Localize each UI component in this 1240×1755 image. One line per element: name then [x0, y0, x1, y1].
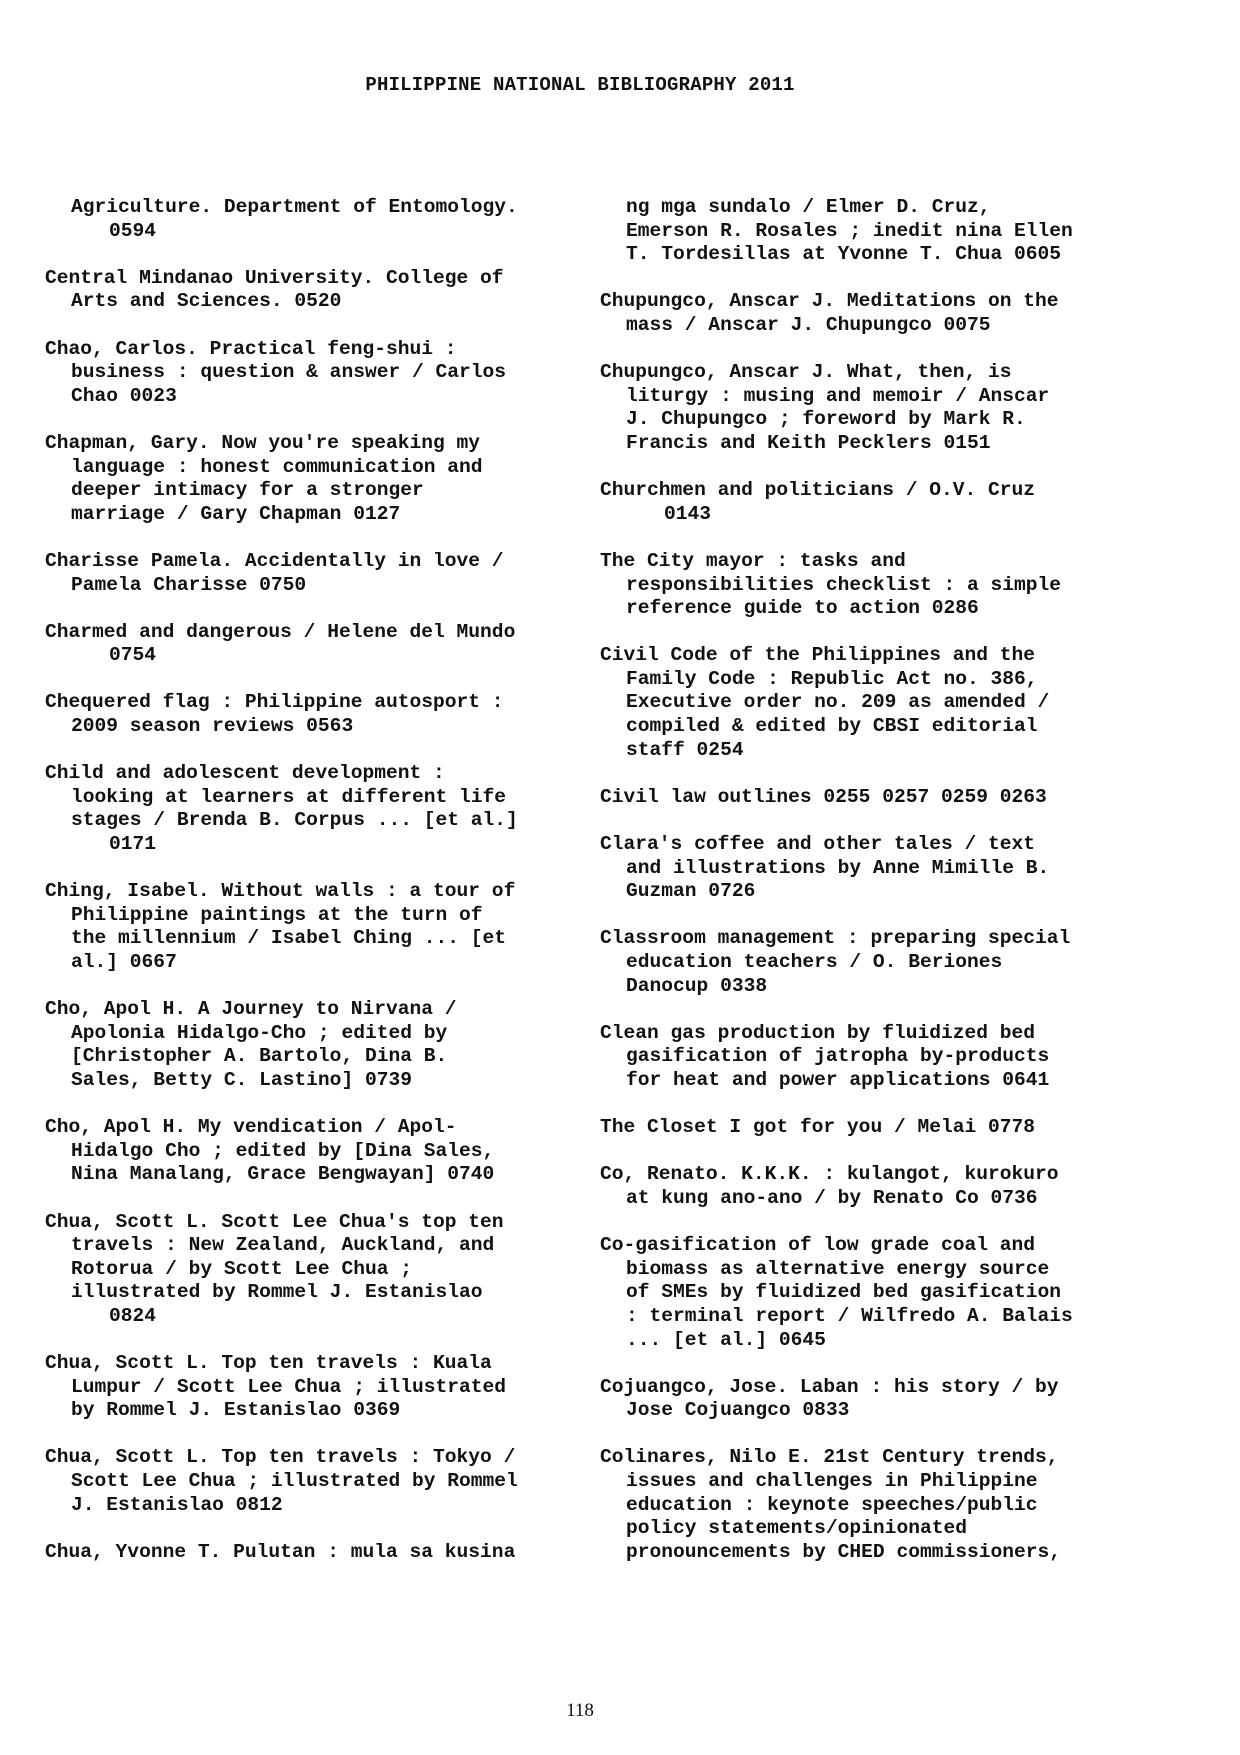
entry-line: ng mga sundalo / Elmer D. Cruz,	[626, 196, 991, 218]
entry-line: Apolonia Hidalgo-Cho ; edited by	[71, 1021, 448, 1044]
entry-line: Chao 0023	[71, 384, 177, 407]
entry-line: Chupungco, Anscar J. What, then, is	[600, 361, 1012, 384]
entry-line: at kung ano-ano / by Renato Co 0736	[626, 1186, 1038, 1209]
entry-line: T. Tordesillas at Yvonne T. Chua 0605	[626, 243, 1062, 266]
entry-line: Chupungco, Anscar J. Meditations on the	[600, 290, 1059, 313]
bibliography-entry	[45, 998, 585, 1092]
entry-line: al.] 0667	[71, 951, 177, 973]
bibliography-entry	[45, 550, 585, 597]
entry-line: liturgy : musing and memoir / Anscar	[626, 384, 1050, 407]
entry-line: Churchmen and politicians / O.V. Cruz	[600, 479, 1036, 502]
entry-line: J. Chupungco ; foreword by Mark R.	[626, 408, 1026, 431]
entry-line: staff 0254	[626, 738, 744, 761]
entry-line: Rotorua / by Scott Lee Chua ;	[71, 1257, 412, 1280]
entry-line: language : honest communication and	[71, 455, 483, 478]
entry-line: Central Mindanao University. College of	[45, 266, 504, 289]
entry-line: education teachers / O. Beriones	[626, 951, 1003, 973]
entry-line: Philippine paintings at the turn of	[71, 903, 483, 926]
bibliography-entry	[45, 1541, 585, 1565]
bibliography-entry	[45, 267, 585, 314]
entry-line: Ching, Isabel. Without walls : a tour of	[45, 880, 516, 903]
entry-line: Arts and Sciences. 0520	[71, 290, 342, 313]
entry-line: Sales, Betty C. Lastino] 0739	[71, 1068, 412, 1091]
entry-line: and illustrations by Anne Mimille B.	[626, 856, 1050, 879]
entry-line: for heat and power applications 0641	[626, 1068, 1050, 1091]
entry-line: Cojuangco, Jose. Laban : his story / by	[600, 1375, 1059, 1398]
entry-line: J. Estanislao 0812	[71, 1493, 283, 1516]
bibliography-entry	[600, 644, 1140, 762]
entry-line: Civil law outlines 0255 0257 0259 0263	[600, 785, 1047, 808]
entry-line: Pamela Charisse 0750	[71, 573, 307, 596]
entry-line: Francis and Keith Pecklers 0151	[626, 431, 991, 454]
entry-line: biomass as alternative energy source	[626, 1257, 1050, 1280]
entry-line: 0171	[109, 833, 157, 856]
entry-line: ... [et al.] 0645	[626, 1328, 826, 1351]
entry-line: Charmed and dangerous / Helene del Mundo	[45, 620, 516, 643]
entry-line: deeper intimacy for a stronger	[71, 479, 424, 502]
entry-line: Danocup 0338	[626, 974, 768, 997]
entry-line: Lumpur / Scott Lee Chua ; illustrated	[71, 1375, 507, 1398]
entry-line: illustrated by Rommel J. Estanislao	[71, 1281, 483, 1304]
entry-line: Clara's coffee and other tales / text	[600, 833, 1036, 856]
entry-line: 0824	[109, 1304, 157, 1327]
entry-line: Colinares, Nilo E. 21st Century trends,	[600, 1446, 1059, 1469]
entry-line: Chapman, Gary. Now you're speaking my	[45, 431, 481, 454]
entry-line: education : keynote speeches/public	[626, 1493, 1038, 1516]
entry-line: travels : New Zealand, Auckland, and	[71, 1234, 495, 1257]
bibliography-entry	[45, 196, 585, 243]
entry-line: Cho, Apol H. My vendication / Apol-	[45, 1116, 457, 1139]
entry-line: Child and adolescent development :	[45, 762, 445, 785]
bibliography-entry	[600, 196, 1140, 267]
entry-line: Cho, Apol H. A Journey to Nirvana /	[45, 998, 457, 1021]
entry-line: the millennium / Isabel Ching ... [et	[71, 927, 507, 950]
bibliography-entry	[600, 550, 1140, 621]
entry-line: [Christopher A. Bartolo, Dina B.	[71, 1045, 448, 1068]
entry-line: Co, Renato. K.K.K. : kulangot, kurokuro	[600, 1163, 1059, 1186]
entry-line: reference guide to action 0286	[626, 597, 979, 620]
entry-line: issues and challenges in Philippine	[626, 1470, 1038, 1493]
entry-line: policy statements/opinionated	[626, 1517, 967, 1540]
bibliography-entry	[600, 290, 1140, 337]
entry-line: Charisse Pamela. Accidentally in love /	[45, 549, 504, 572]
bibliography-entry	[600, 833, 1140, 904]
entry-line: Family Code : Republic Act no. 386,	[626, 667, 1038, 690]
entry-line: marriage / Gary Chapman 0127	[71, 502, 401, 525]
entry-line: Chua, Yvonne T. Pulutan : mula sa kusina	[45, 1540, 516, 1563]
entry-line: looking at learners at different life	[71, 785, 507, 808]
bibliography-entry	[600, 1163, 1140, 1210]
page-number: 118	[566, 1700, 594, 1721]
bibliography-entry	[600, 361, 1140, 455]
right-column	[600, 196, 1140, 1588]
bibliography-entry	[600, 1116, 1140, 1140]
entry-line: Chua, Scott L. Top ten travels : Kuala	[45, 1352, 492, 1375]
entry-line: The City mayor : tasks and	[600, 549, 906, 572]
bibliography-entry	[600, 927, 1140, 998]
entry-line: responsibilities checklist : a simple	[626, 573, 1062, 596]
entry-line: Emerson R. Rosales ; inedit nina Ellen	[626, 219, 1073, 242]
entry-line: : terminal report / Wilfredo A. Balais	[626, 1304, 1073, 1327]
entry-line: 0143	[664, 502, 712, 525]
bibliography-entry	[45, 1446, 585, 1517]
bibliography-entry	[600, 1446, 1140, 1564]
bibliography-entry	[600, 479, 1140, 526]
entry-line: Chua, Scott L. Scott Lee Chua's top ten	[45, 1210, 504, 1233]
bibliography-entry	[45, 1116, 585, 1187]
bibliography-entry	[45, 1211, 585, 1329]
entry-line: Jose Cojuangco 0833	[626, 1399, 850, 1422]
entry-line: business : question & answer / Carlos	[71, 361, 507, 384]
bibliography-entry	[45, 338, 585, 409]
entry-line: by Rommel J. Estanislao 0369	[71, 1399, 401, 1422]
entry-line: Civil Code of the Philippines and the	[600, 644, 1036, 667]
bibliography-entry	[600, 786, 1140, 810]
bibliography-entry	[600, 1376, 1140, 1423]
entry-line: Classroom management : preparing special	[600, 927, 1071, 950]
entry-line: 0594	[109, 219, 157, 242]
bibliography-entry	[600, 1022, 1140, 1093]
bibliography-entry	[45, 432, 585, 526]
entry-line: The Closet I got for you / Melai 0778	[600, 1116, 1036, 1139]
bibliography-entry	[45, 691, 585, 738]
entry-line: stages / Brenda B. Corpus ... [et al.]	[71, 809, 518, 832]
bibliography-entry	[45, 762, 585, 856]
bibliography-entry	[45, 880, 585, 974]
entry-line: Scott Lee Chua ; illustrated by Rommel	[71, 1470, 518, 1493]
entry-line: Co-gasification of low grade coal and	[600, 1234, 1036, 1257]
entry-line: Chao, Carlos. Practical feng-shui :	[45, 337, 457, 360]
entry-line: Agriculture. Department of Entomology.	[71, 196, 518, 218]
page-header: PHILIPPINE NATIONAL BIBLIOGRAPHY 2011	[365, 74, 795, 96]
entry-line: pronouncements by CHED commissioners,	[626, 1540, 1062, 1563]
entry-line: Chequered flag : Philippine autosport :	[45, 691, 504, 714]
entry-line: Clean gas production by fluidized bed	[600, 1021, 1036, 1044]
entry-line: Chua, Scott L. Top ten travels : Tokyo /	[45, 1446, 516, 1469]
entry-line: gasification of jatropha by-products	[626, 1045, 1050, 1068]
entry-line: Nina Manalang, Grace Bengwayan] 0740	[71, 1163, 495, 1186]
entry-line: mass / Anscar J. Chupungco 0075	[626, 313, 991, 336]
entry-line: Hidalgo Cho ; edited by [Dina Sales,	[71, 1139, 495, 1162]
entry-line: 2009 season reviews 0563	[71, 715, 354, 738]
bibliography-entry	[45, 621, 585, 668]
bibliography-entry	[600, 1234, 1140, 1352]
entry-line: of SMEs by fluidized bed gasification	[626, 1281, 1062, 1304]
entry-line: Executive order no. 209 as amended /	[626, 691, 1050, 714]
entry-line: Guzman 0726	[626, 880, 756, 903]
entry-line: compiled & edited by CBSI editorial	[626, 715, 1038, 738]
bibliography-entry	[45, 1352, 585, 1423]
left-column	[45, 196, 585, 1588]
entry-line: 0754	[109, 644, 157, 667]
